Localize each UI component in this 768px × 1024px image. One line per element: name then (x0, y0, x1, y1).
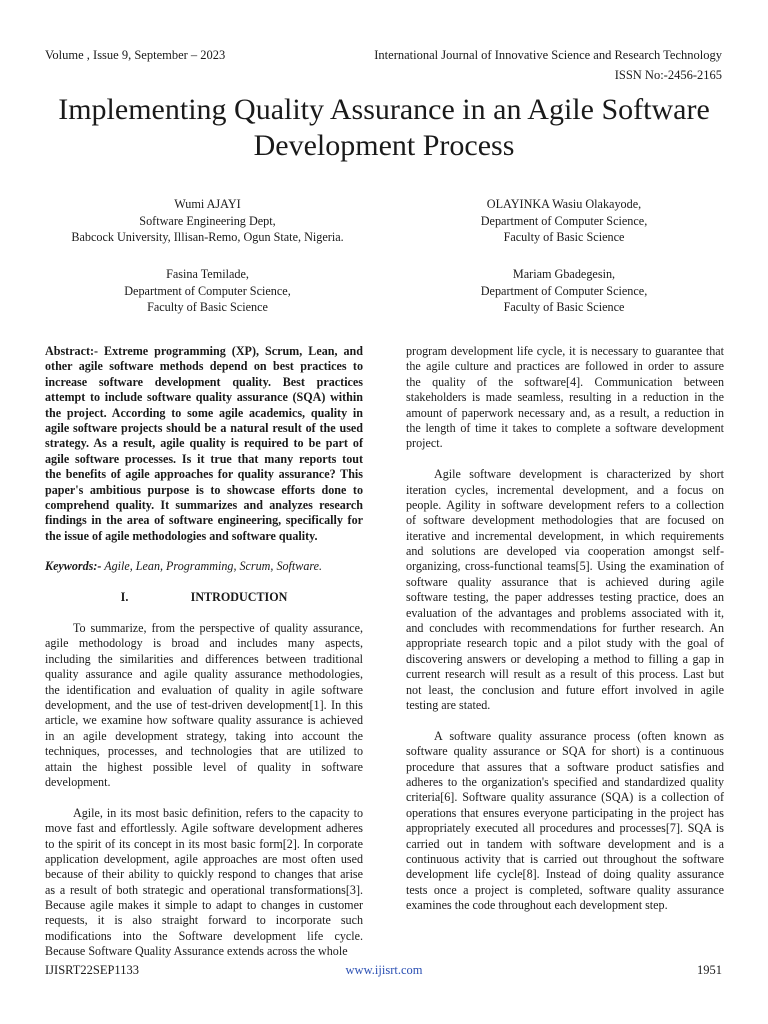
text-line: To summarize, from the perspective of quality assurance, (73, 621, 363, 636)
section-heading (45, 590, 363, 605)
author-dept: Department of Computer Science, (480, 283, 648, 298)
text-line: amount of paperwork necessary and, as a result, a reduction in (406, 405, 724, 420)
text-line: of software development methodologies that are focused on (406, 513, 724, 528)
text-line: including the similarities and differences between traditional (45, 651, 363, 666)
left-body (45, 621, 363, 960)
author-org: Faculty of Basic Science (503, 230, 625, 244)
paragraph (406, 344, 724, 452)
text-line: application development, agile approaches are most often used (45, 851, 363, 866)
text-line: Abstract:- Extreme programming (XP), Scrum, Lean, and (45, 344, 363, 358)
text-line: evaluation of the advantages and problems associated with it, (406, 605, 724, 620)
keywords-label: Keywords:- (45, 559, 102, 574)
author-org: Faculty of Basic Science (503, 300, 625, 314)
footer-url (0, 963, 768, 978)
paper-id: IJISRT22SEP1133 (45, 963, 139, 977)
text-line: iterative and incremental development, in which requirements (406, 528, 724, 543)
text-line: testing are stated. (406, 697, 491, 712)
text-line: findings in the area of software engineering, specifically for (45, 513, 363, 528)
text-line: development life cycle[8]. Instead of doing quality assurance (406, 867, 724, 882)
text-line: appropriate research topic and a pilot study with the goal of (406, 636, 724, 651)
section-title: INTRODUCTION (190, 590, 288, 605)
keywords-text: Agile, Lean, Programming, Scrum, Software. (101, 559, 323, 574)
text-line: strategy. As a result, agile quality is required to be part of (45, 436, 363, 451)
title-line: Implementing Quality Assurance in an Agile Software (58, 93, 710, 126)
page-number: 1951 (697, 963, 722, 977)
text-line: operations that ensures everyone participating in the project has (406, 805, 724, 820)
paper-title (0, 92, 768, 164)
text-line: appropriately executed all procedures and processes[7]. SQA is (406, 821, 724, 836)
right-column (406, 344, 724, 913)
text-line: techniques, processes, and technologies that are utilized to (45, 744, 363, 759)
text-line: and concludes with recommendations for further research. An (406, 621, 724, 636)
text-line: development. (45, 774, 111, 789)
paragraph (406, 467, 724, 713)
text-line: the length of time it takes to complete a software development (406, 420, 724, 435)
text-line: criteria[6]. Software quality assurance (SQA) is a collection of (406, 790, 724, 805)
text-line: quality assurance and agile quality assurance methodologies, (45, 667, 363, 682)
text-line: Because agile makes it simple to adapt to changes in customer (45, 898, 363, 913)
text-line: tests once a project is completed, software quality assurance (406, 882, 724, 897)
text-line: because of their ability to quickly respond to changes that arise (45, 867, 363, 882)
journal-link[interactable]: www.ijisrt.com (345, 963, 423, 977)
author-name: Mariam Gbadegesin, (512, 267, 616, 281)
author-name: OLAYINKA Wasiu Olakayode, (486, 197, 642, 211)
paragraph (406, 729, 724, 914)
text-line: other agile software methods depend on best practices to (45, 359, 363, 374)
text-line: modifications into the Software development life cycle. (45, 928, 363, 943)
text-line: in an agile development strategy, taking into account the (45, 728, 363, 743)
journal-name: International Journal of Innovative Science and Research Technology (374, 48, 722, 62)
text-line: agile software projects should be a natural result of the used (45, 420, 363, 435)
text-line: the identification and evaluation of quality in agile software (45, 682, 363, 697)
author-name: Wumi AJAYI (174, 197, 241, 211)
author-dept: Software Engineering Dept, (139, 213, 276, 228)
text-line: stakeholders is made seamless, resulting in a reduction in the (406, 390, 724, 405)
text-line: project. (406, 436, 443, 451)
paragraph (45, 621, 363, 790)
text-line: Because Software Quality Assurance extends across the whole (45, 944, 348, 959)
text-line: paper's ambitious purpose is to showcase efforts done to (45, 482, 363, 497)
text-line: attain the highest possible level of quality in software (45, 759, 363, 774)
text-line: the agile culture and practices are followed in order to assure (406, 359, 724, 374)
text-line: organizing, cross-functional teams[5]. Using the examination of (406, 559, 724, 574)
text-line: as a result of both strategic and operational transformations[3]. (45, 882, 363, 897)
abstract (45, 344, 363, 544)
title-line: Development Process (253, 129, 515, 162)
paragraph (45, 806, 363, 960)
text-line: requests, it is also straight forward to incorporate such (45, 913, 363, 928)
text-line: adheres to the organization's specified and standardized quality (406, 774, 724, 789)
text-line: discovering answers or developing a method to filling a gap in (406, 651, 724, 666)
author-dept: Department of Computer Science, (480, 213, 648, 228)
text-line: people. Agility in software development refers to a collection (406, 497, 724, 512)
text-line: to the spirit of its concept in its most basic form[2]. In corporate (45, 836, 363, 851)
text-line: current research will result as a result of this process. Last but (406, 667, 724, 682)
text-line: Agile software development is characterized by short (434, 467, 724, 482)
section-number: I. (120, 590, 129, 605)
text-line: development, and the use of test-driven development[1]. In this (45, 697, 363, 712)
text-line: examines the code throughout each development step. (406, 898, 668, 913)
left-column (45, 344, 363, 960)
author-dept: Department of Computer Science, (124, 283, 291, 298)
text-line: attempt to include software quality assurance (SQA) within (45, 390, 363, 405)
author-org: Faculty of Basic Science (147, 300, 268, 314)
text-line: the benefits of agile approaches for quality assurance? This (45, 467, 363, 482)
text-line: the issue of agile methodologies and software quality. (45, 528, 318, 543)
author-block (400, 266, 728, 316)
text-line: the project. According to some agile academics, quality in (45, 405, 363, 420)
text-line: move fast and effortlessly. Agile software development adheres (45, 821, 363, 836)
text-line: software testing, the paper addresses testing practice, does an (406, 590, 724, 605)
author-org: Babcock University, Illisan-Remo, Ogun State, Nigeria. (71, 230, 344, 244)
author-block (45, 266, 370, 316)
volume-info: Volume , Issue 9, September – 2023 (45, 48, 226, 62)
text-line: software quality assurance that is achieved during agile (406, 574, 724, 589)
text-line: agile software processes. Is it true that many reports tout (45, 451, 363, 466)
text-line: iteration cycles, incremental development, and a focus on (406, 482, 724, 497)
author-name: Fasina Temilade, (166, 267, 249, 281)
text-line: software quality assurance or SQA for short) is a continuous (406, 744, 724, 759)
text-line: and solutions are developed via cooperation amongst self- (406, 544, 724, 559)
text-line: comprehend quality. It summarizes and analyzes research (45, 497, 363, 512)
right-body (406, 344, 724, 913)
text-line: carried out in tandem with software development and is a (406, 836, 724, 851)
text-line: not least, the conclusion and future effort involved in agile (406, 682, 724, 697)
author-block (400, 196, 728, 246)
issn: ISSN No:-2456-2165 (614, 68, 722, 82)
text-line: continuous activity that is carried out throughout the software (406, 851, 724, 866)
text-line: program development life cycle, it is necessary to guarantee that (406, 344, 724, 358)
text-line: agile methodology is broad and includes many aspects, (45, 636, 363, 651)
keywords (45, 559, 363, 574)
text-line: article, we examine how software quality assurance is achieved (45, 713, 363, 728)
text-line: A software quality assurance process (often known as (434, 728, 724, 743)
text-line: increase software development quality. Best practices (45, 374, 363, 389)
author-block (45, 196, 370, 246)
text-line: the quality of the software[4]. Communication between (406, 374, 724, 389)
text-line: Agile, in its most basic definition, refers to the capacity to (73, 805, 363, 820)
text-line: procedure that assures that a software product satisfies and (406, 759, 724, 774)
